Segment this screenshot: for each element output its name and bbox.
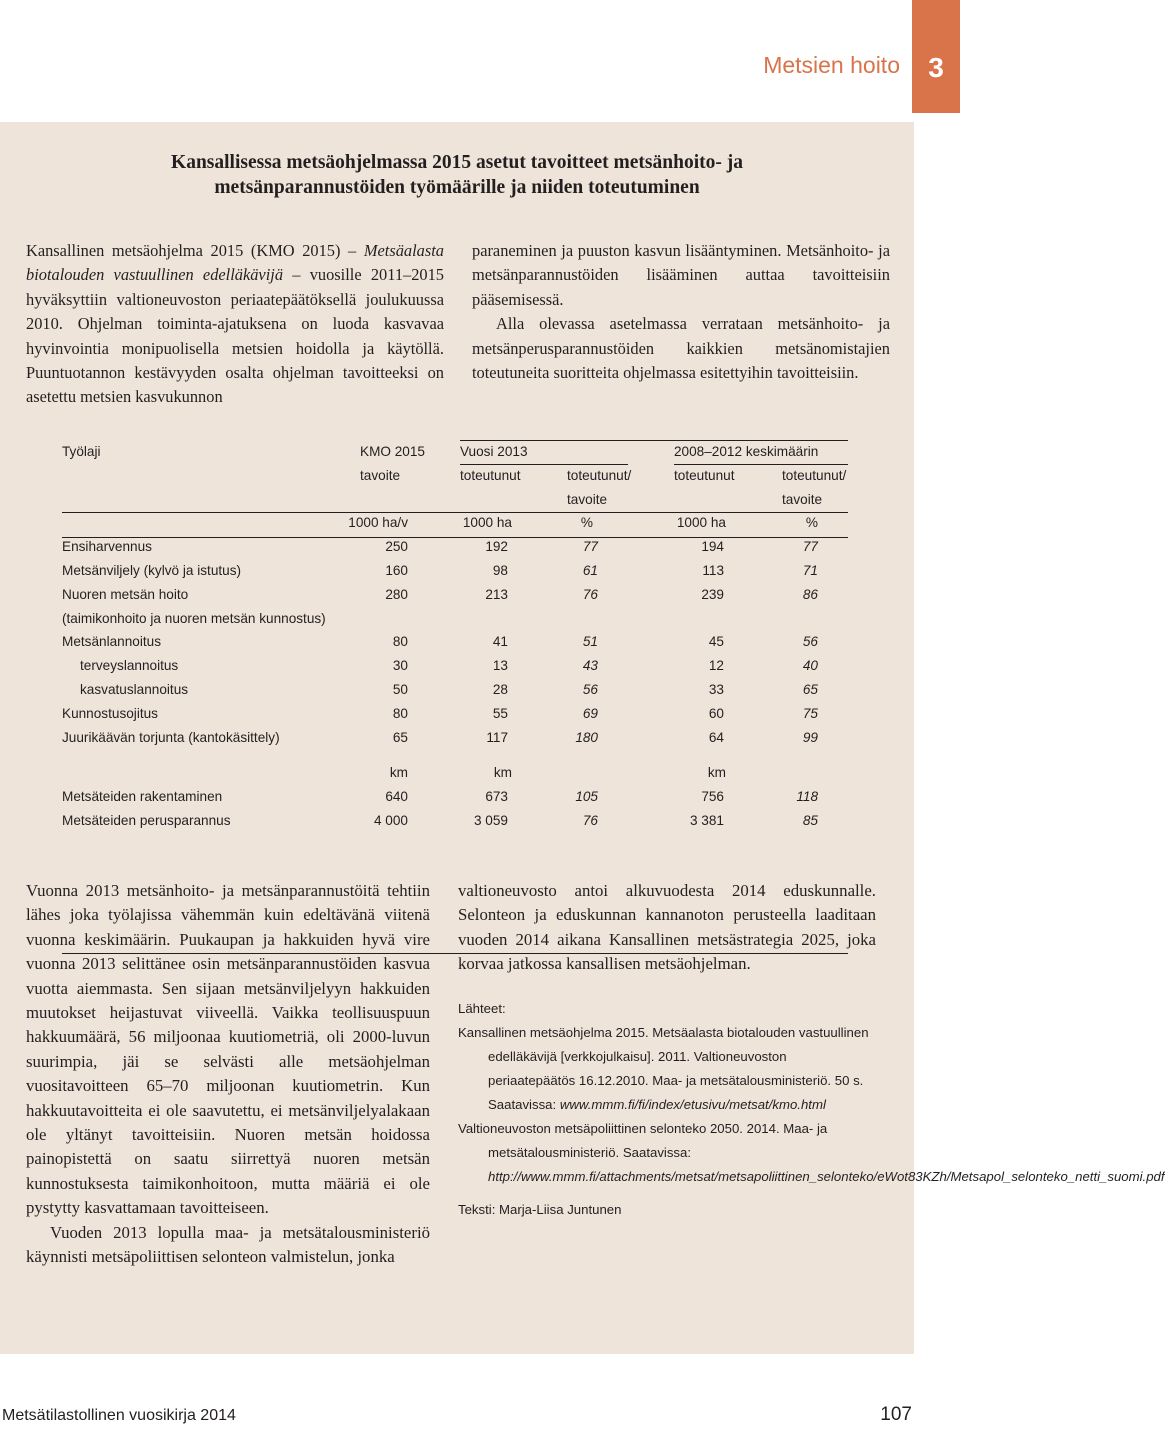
table-cell: 118: [796, 789, 818, 805]
table-cell: 3 059: [473, 812, 508, 828]
table-row: [62, 678, 848, 702]
program-name: Metsäalasta biotalouden vastuullinen edelläkävijä: [26, 241, 444, 285]
table-cell: 55: [492, 705, 508, 721]
table-units-km-row: [62, 761, 848, 785]
table-units-row: [62, 511, 848, 535]
table-cell: 56: [582, 681, 598, 697]
publication-title: Metsätilastollinen vuosikirja 2014: [2, 1407, 236, 1424]
table-row: [62, 559, 848, 583]
lower-right-paragraph-1: valtioneuvosto antoi alkuvuodesta 2014 eduskunnalle. Selonteon ja eduskunnan kannanoton perusteella laaditaan vuoden 2014 aikana Kansallinen metsästrategia 2025, joka korvaa jatkossa kansallisen metsäohjelman.: [458, 881, 876, 974]
table-cell: 61: [582, 562, 598, 578]
table-cell: 192: [485, 539, 508, 555]
intro-right-paragraph-1: paraneminen ja puuston kasvun lisääntyminen. Metsänhoito- ja metsänparannustöiden lisääminen auttaa tavoitteisiin pääsemisessä.: [472, 241, 890, 309]
table-cell: 41: [492, 634, 508, 650]
table-cell: 69: [582, 705, 598, 721]
table-cell: 64: [708, 729, 724, 745]
table-cell: 117: [486, 729, 508, 745]
unit-cell: 1000 ha/v: [348, 515, 408, 531]
table-cell: 85: [802, 812, 818, 828]
table-cell: 105: [575, 789, 598, 805]
table-cell: 86: [802, 586, 818, 602]
col-header-toteutunut-2013: toteutunut: [460, 467, 521, 483]
unit-cell: %: [805, 515, 818, 531]
sources-section: [458, 997, 1165, 1222]
table-cell: 65: [802, 681, 818, 697]
col-header-avg: 2008–2012 keskimäärin: [674, 444, 819, 459]
unit-cell: km: [707, 765, 726, 781]
table-cell: 28: [492, 681, 508, 697]
table-row: [62, 726, 848, 750]
table-body-km: [62, 785, 848, 833]
table-cell: 43: [582, 658, 598, 674]
table-cell: 75: [802, 705, 818, 721]
intro-paragraph: [26, 239, 444, 410]
col-header-toteutunut-avg: toteutunut: [674, 467, 735, 483]
table-cell: 98: [492, 562, 508, 578]
table-cell: 77: [802, 539, 818, 555]
intro-left-column: [26, 239, 444, 410]
lower-left-paragraph-2: Vuoden 2013 lopulla maa- ja metsätalousministeriö käynnisti metsäpoliittisen selonteon valmistelun, jonka: [26, 1222, 430, 1267]
table-cell: 60: [708, 705, 724, 721]
row-label: Juurikäävän torjunta (kantokäsittely): [62, 729, 280, 745]
table-cell: 80: [392, 634, 408, 650]
sources-heading: Lähteet:: [458, 1001, 506, 1016]
row-label: Nuoren metsän hoito: [62, 586, 189, 602]
table-cell: 3 381: [689, 812, 724, 828]
row-label: terveyslannoitus: [80, 658, 179, 674]
table-cell: 13: [492, 658, 508, 674]
source-item-1: [458, 1021, 876, 1117]
table-cell: 4 000: [373, 812, 408, 828]
row-label: Metsänlannoitus: [62, 634, 161, 650]
table-row: [62, 809, 848, 833]
page-number: 107: [880, 1404, 912, 1425]
table-body-ha: [62, 535, 848, 749]
lower-left-paragraph-1: Vuonna 2013 metsänhoito- ja metsänparannustöitä tehtiin lähes joka työlajissa vähemmän kuin edeltävänä viitenä vuonna keskimäärin. Puukaupan ja hakkuiden hyvä vire vuonna 2013 selittänee osin metsänparannustöiden kasvua vuotta aiemmasta. Sen sijaan metsänviljelyyn hakkuiden muutokset heijastuvat viiveellä. Vaikka teollisuuspuun hakkuumäärä, 56 miljoonaa kuutiometriä, oli 2000-luvun suurimpia, jäi se selvästi alle metsäohjelman vuositavoitteen 65–70 miljoonan kuutiometrin. Kun hakkuutavoitteita ei ole saavutettu, ei metsänviljelyalakaan ole yltänyt tavoitteisiin. Nuoren metsän hoidossa painopistettä on saatu siirrettyä nuoren metsän kunnostuksesta taimikonhoitoon, mutta määriä ei ole pystytty kasvattamaan tavoitteiseen.: [26, 881, 430, 1218]
table-cell: 640: [385, 789, 408, 805]
col-header-vuosi: Vuosi 2013: [460, 444, 528, 459]
table-row: [62, 607, 848, 631]
row-label: Metsänviljely (kylvö ja istutus): [62, 562, 242, 578]
table-cell: 40: [802, 658, 818, 674]
unit-cell: %: [580, 515, 593, 531]
intro-text-b: – vuosille 2011–2015 hyväksyttiin valtioneuvoston periaatepäätöksellä joulukuussa 2010. Ohjelman toiminta-ajatuksena on luoda kasvavaa hyvinvointia monipuolisella metsien hoidolla ja käytöllä. Puuntuotannon kestävyyden osalta ohjelman tavoitteeksi on asetettu metsien kasvukunnon: [26, 265, 444, 407]
col-header-kmo-sub: tavoite: [360, 467, 401, 483]
row-label: Metsäteiden rakentaminen: [62, 789, 223, 805]
unit-cell: km: [389, 765, 408, 781]
section-title: Metsien hoito: [763, 52, 900, 78]
intro-right-paragraph-2: Alla olevassa asetelmassa verrataan metsänhoito- ja metsänperusparannustöiden kaikkien metsänomistajien toteutuneita suoritteita ohjelmassa esitettyihin tavoitteisiin.: [472, 314, 890, 383]
table-row: [62, 535, 848, 559]
table-row: [62, 630, 848, 654]
box-title-line1: Kansallisessa metsäohjelmassa 2015 asetut tavoitteet metsänhoito- ja: [171, 152, 743, 173]
table-cell: 213: [485, 586, 508, 602]
table-cell: 113: [702, 562, 724, 578]
table-cell: 280: [385, 586, 408, 602]
col-header-tyolaji: Työlaji: [62, 444, 101, 459]
table-cell: 33: [708, 681, 724, 697]
table-cell: 56: [802, 634, 818, 650]
table-row: [62, 785, 848, 809]
table-cell: 160: [385, 562, 408, 578]
table-row: [62, 654, 848, 678]
chapter-number-tab: 3: [912, 0, 960, 113]
table-cell: 250: [385, 539, 408, 555]
work-volume-table: [62, 440, 848, 833]
table-cell: 51: [582, 634, 598, 650]
table-cell: 99: [802, 729, 818, 745]
col-header-ratio-avg-line2: tavoite: [782, 491, 823, 507]
source-1-url: www.mmm.fi/fi/index/etusivu/metsat/kmo.html: [559, 1097, 826, 1112]
table-cell: 30: [392, 658, 408, 674]
table-cell: 76: [582, 586, 598, 602]
source-2-text: Valtioneuvoston metsäpoliittinen selonteko 2050. 2014. Maa- ja metsätalousministeriö. Saatavissa:: [458, 1121, 828, 1160]
col-header-ratio-avg: toteutunut/: [782, 467, 847, 483]
row-label: Ensiharvennus: [62, 539, 152, 555]
source-item-2: [458, 1117, 1165, 1189]
box-title: [0, 150, 914, 200]
table-header-row-3: [62, 488, 848, 512]
table-cell: 45: [708, 634, 724, 650]
table-cell: 180: [575, 729, 598, 745]
unit-cell: 1000 ha: [462, 515, 512, 531]
lower-left-column: [26, 879, 430, 1270]
col-header-ratio-2013: toteutunut/: [567, 467, 632, 483]
table-cell: 194: [701, 539, 724, 555]
author-credit: Teksti: Marja-Liisa Juntunen: [458, 1202, 622, 1217]
source-2-url: http://www.mmm.fi/attachments/metsat/metsapoliittinen_selonteko/eWot83KZh/Metsapol_selonteko_netti_suomi.pdf: [488, 1169, 1165, 1184]
table-cell: 50: [392, 681, 408, 697]
col-header-kmo: KMO 2015: [360, 444, 425, 459]
intro-right-column: [472, 239, 890, 385]
row-label: Metsäteiden perusparannus: [62, 812, 231, 828]
table-cell: 12: [708, 658, 724, 674]
table-header-row-2: [62, 464, 848, 488]
row-label: (taimikonhoito ja nuoren metsän kunnostus): [62, 610, 326, 626]
table-cell: 239: [701, 586, 724, 602]
row-label: Kunnostusojitus: [62, 705, 158, 721]
table-header-row-1: [62, 440, 848, 464]
unit-cell: 1000 ha: [676, 515, 726, 531]
table-cell: 77: [582, 539, 598, 555]
box-title-line2: metsänparannustöiden työmäärille ja niiden toteutuminen: [214, 177, 700, 198]
unit-cell: km: [493, 765, 512, 781]
table-cell: 80: [392, 705, 408, 721]
intro-text-a: Kansallinen metsäohjelma 2015 (KMO 2015) –: [26, 241, 364, 260]
row-label: kasvatuslannoitus: [80, 681, 189, 697]
table-row: [62, 583, 848, 607]
table-cell: 65: [392, 729, 408, 745]
col-header-ratio-2013-line2: tavoite: [567, 491, 608, 507]
table-cell: 756: [701, 789, 724, 805]
table-cell: 76: [582, 812, 598, 828]
table-cell: 71: [802, 562, 818, 578]
table-row: [62, 702, 848, 726]
source-1-text: Kansallinen metsäohjelma 2015. Metsäalasta biotalouden vastuullinen edelläkävijä [verkkojulkaisu]. 2011. Valtioneuvoston periaatepäätös 16.12.2010. Maa- ja metsätalousministeriö. 50 s. Saatavissa:: [458, 1025, 869, 1112]
lower-right-column: [458, 879, 876, 977]
table-cell: 673: [485, 789, 508, 805]
info-box: [0, 122, 1165, 1354]
